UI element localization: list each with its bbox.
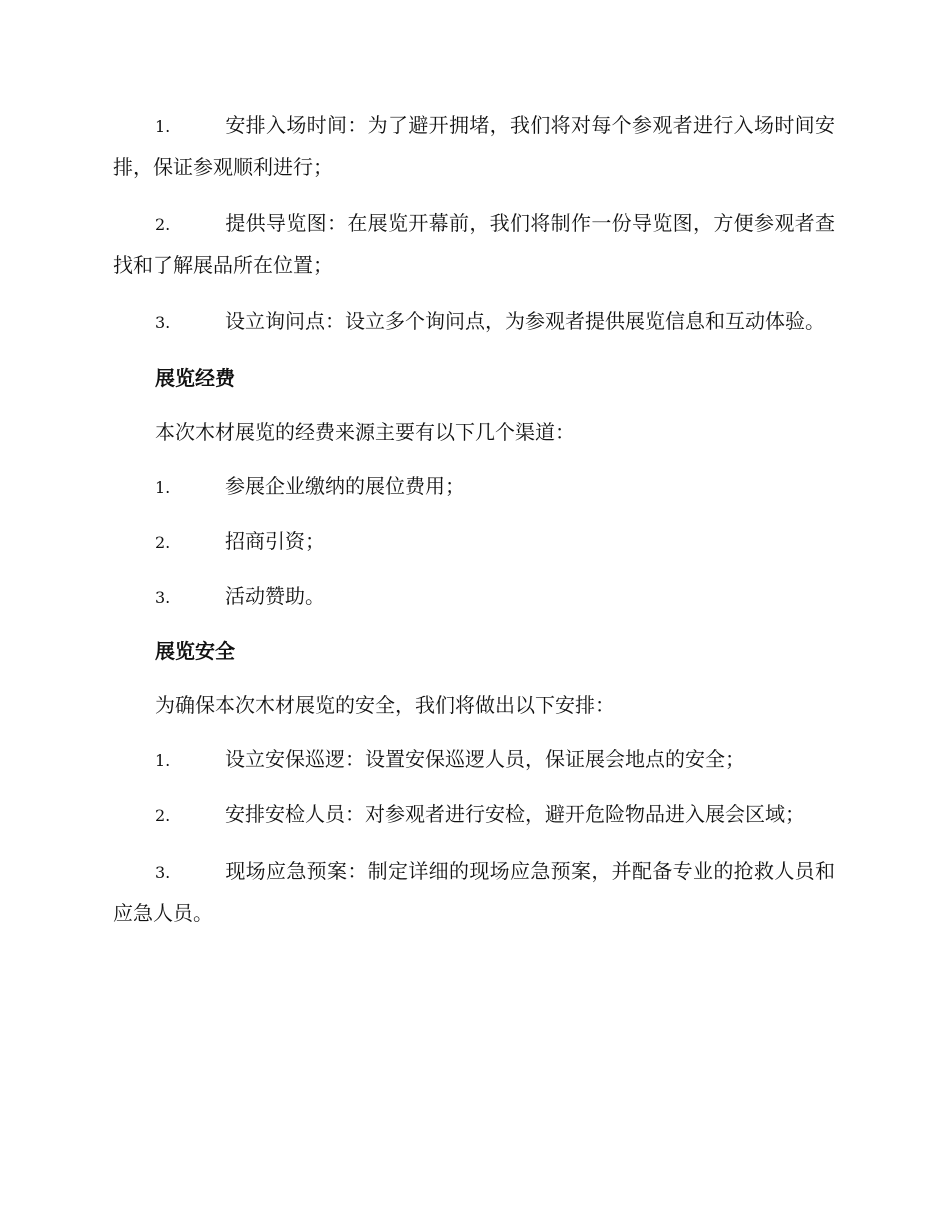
section-heading-safety: 展览安全	[155, 639, 235, 663]
list-item	[113, 301, 835, 343]
list-number: 1.	[155, 751, 171, 770]
list-number: 3.	[155, 863, 171, 882]
list-text: 安排安检人员：对参观者进行安检，避开危险物品进入展会区域；	[225, 802, 805, 826]
list-item	[113, 521, 835, 563]
list-text: 现场应急预案：制定详细的现场应急预案，并配备专业的抢救人员和应急人员。	[113, 859, 835, 925]
list-item	[113, 203, 835, 286]
list-number: 3.	[155, 313, 171, 332]
list-text: 招商引资；	[225, 529, 325, 553]
list-item	[113, 851, 835, 934]
list-item	[113, 466, 835, 508]
list-number: 3.	[155, 588, 171, 607]
list-text: 活动赞助。	[225, 584, 325, 608]
list-item	[113, 739, 835, 781]
list-text: 安排入场时间：为了避开拥堵，我们将对每个参观者进行入场时间安排，保证参观顺利进行；	[113, 113, 835, 179]
section-heading-funding: 展览经费	[155, 366, 235, 390]
list-number: 1.	[155, 478, 171, 497]
section-intro-safety: 为确保本次木材展览的安全，我们将做出以下安排：	[155, 693, 615, 717]
list-text: 提供导览图：在展览开幕前，我们将制作一份导览图，方便参观者查找和了解展品所在位置；	[113, 211, 835, 277]
list-number: 2.	[155, 533, 171, 552]
list-item	[113, 105, 835, 188]
document-body	[113, 105, 835, 949]
list-text: 参展企业缴纳的展位费用；	[225, 474, 465, 498]
section-intro-funding: 本次木材展览的经费来源主要有以下几个渠道：	[155, 420, 575, 444]
list-number: 2.	[155, 215, 171, 234]
list-text: 设立安保巡逻：设置安保巡逻人员，保证展会地点的安全；	[225, 747, 745, 771]
list-item	[113, 794, 835, 836]
list-number: 2.	[155, 806, 171, 825]
list-item	[113, 576, 835, 618]
list-text: 设立询问点：设立多个询问点，为参观者提供展览信息和互动体验。	[225, 309, 825, 333]
list-number: 1.	[155, 117, 171, 136]
